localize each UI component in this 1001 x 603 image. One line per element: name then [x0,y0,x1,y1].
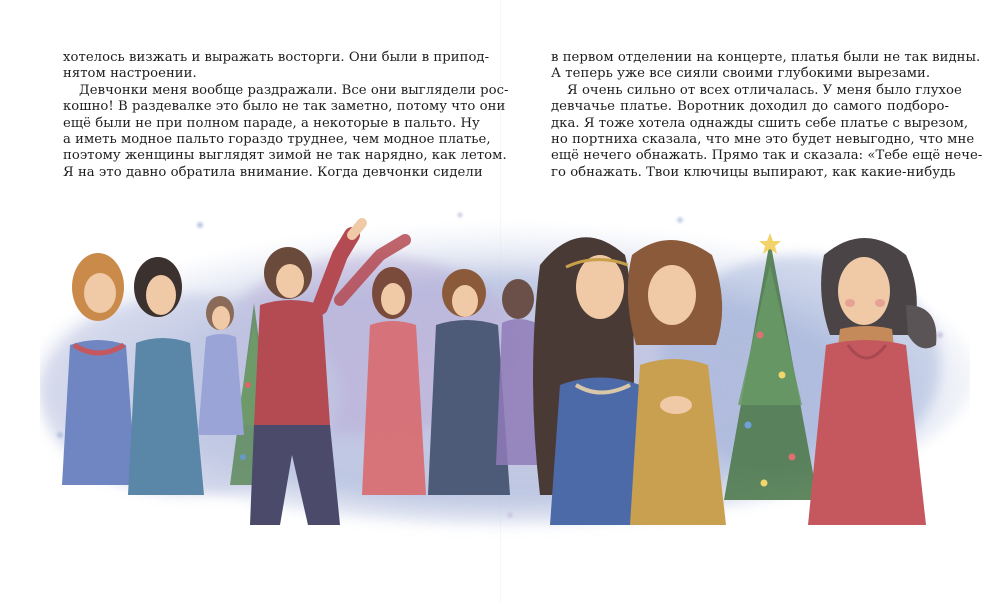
text-line: в первом отделении на концерте, платья были не так видны. [551,50,981,65]
text-line: го обнажать. Твои ключицы выпирают, как какие-нибудь [551,164,956,180]
text-line: дка. Я тоже хотела однажды сшить себе платье с вырезом, [551,115,969,131]
text-line: а иметь модное пальто гораздо труднее, чем модное платье, [63,132,491,148]
text-line: ещё нечего обнажать. Прямо так и сказала: «Тебе ещё нече- [551,148,983,164]
text-line: поэтому женщины выглядят зимой не так нарядно, как летом. [63,148,507,164]
text-line: Я очень сильно от всех отличалась. У меня было глухое [567,82,962,98]
text-line: девчачье платье. Воротник доходил до самого подборо- [551,99,949,115]
text-line: ещё были не при полном параде, а некоторые в пальто. Ну [63,115,480,131]
right-page-text [551,50,983,181]
text-line: нятом настроении. [63,66,197,82]
text-line: А теперь уже все сияли своими глубокими вырезами. [551,66,931,82]
party-illustration [40,195,970,540]
text-line: Девчонки меня вообще раздражали. Все они выглядели рос- [79,82,509,98]
left-page-text [63,50,509,181]
text-line: кошно! В раздевалке это было не так заметно, потому что они [63,99,506,115]
text-line: Я на это давно обратила внимание. Когда девчонки сидели [63,164,483,180]
text-line: хотелось визжать и выражать восторги. Они были в припод- [63,50,490,65]
text-line: но портниха сказала, что мне это будет невыгодно, что мне [551,132,975,148]
